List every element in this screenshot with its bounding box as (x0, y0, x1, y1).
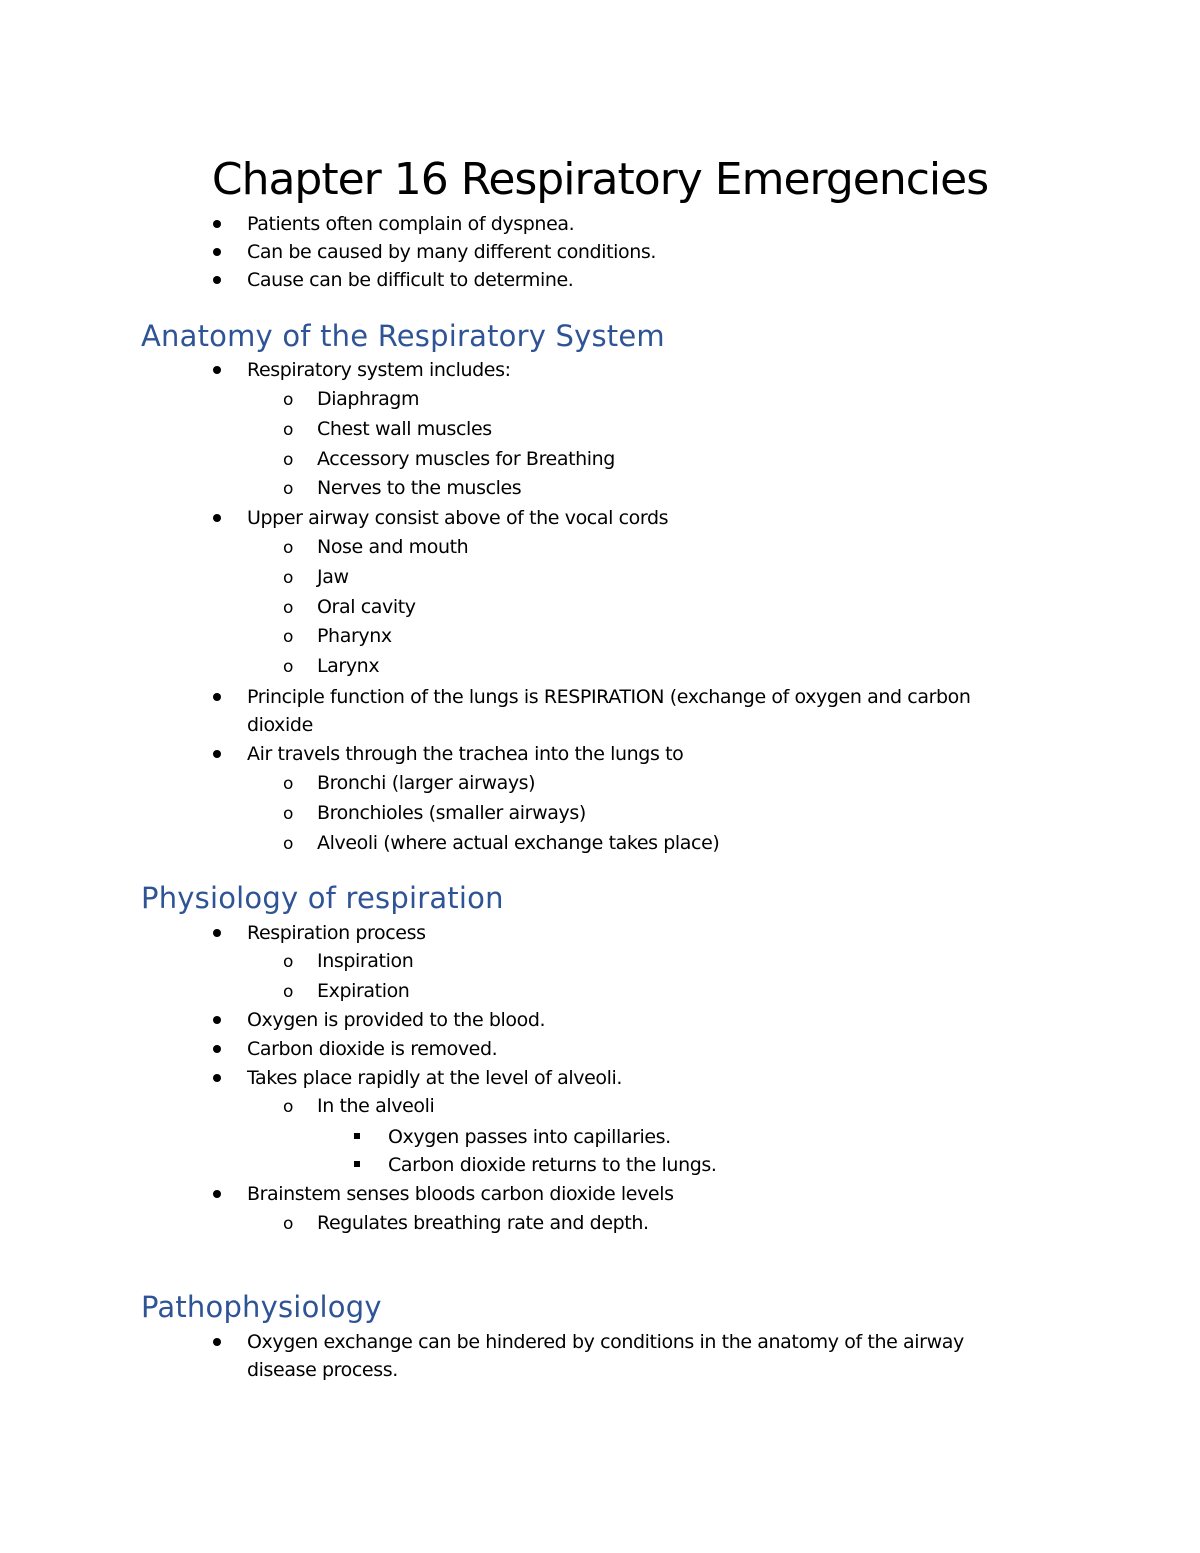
sub-list-item: Oral cavity (317, 596, 416, 618)
section-heading-physiology: Physiology of respiration (141, 881, 504, 915)
intro-item: Can be caused by many different conditions. (247, 241, 657, 263)
sub-list-item: Nose and mouth (317, 536, 469, 558)
intro-item: Patients often complain of dyspnea. (247, 213, 575, 235)
square-marker (354, 1161, 360, 1167)
bullet-marker (213, 514, 221, 522)
bullet-marker (213, 276, 221, 284)
sub-list-item: Diaphragm (317, 388, 420, 410)
list-item: Principle function of the lungs is RESPIRATION (exchange of oxygen and carbon (247, 686, 971, 708)
sub-list-item: Pharynx (317, 625, 392, 647)
sub-list-item: Chest wall muscles (317, 418, 492, 440)
sub-list-item: Bronchi (larger airways) (317, 772, 536, 794)
bullet-marker (213, 366, 221, 374)
ring-marker: o (283, 834, 294, 854)
page-title: Chapter 16 Respiratory Emergencies (211, 154, 989, 205)
list-item: Air travels through the trachea into the lungs to (247, 743, 684, 765)
ring-marker: o (283, 804, 294, 824)
bullet-marker (213, 1190, 221, 1198)
ring-marker: o (283, 538, 294, 558)
list-item: Oxygen is provided to the blood. (247, 1009, 546, 1031)
bullet-marker (213, 220, 221, 228)
sub-list-item: Inspiration (317, 950, 414, 972)
ring-marker: o (283, 568, 294, 588)
list-item: Takes place rapidly at the level of alveoli. (247, 1067, 623, 1089)
section-heading-pathophysiology: Pathophysiology (141, 1290, 382, 1324)
list-item: Oxygen exchange can be hindered by conditions in the anatomy of the airway (247, 1331, 964, 1353)
sub-sub-list-item: Oxygen passes into capillaries. (388, 1126, 671, 1148)
ring-marker: o (283, 774, 294, 794)
sub-sub-list-item: Carbon dioxide returns to the lungs. (388, 1154, 717, 1176)
ring-marker: o (283, 420, 294, 440)
bullet-marker (213, 1074, 221, 1082)
sub-list-item: In the alveoli (317, 1095, 435, 1117)
ring-marker: o (283, 952, 294, 972)
bullet-marker (213, 929, 221, 937)
sub-list-item: Expiration (317, 980, 410, 1002)
bullet-marker (213, 693, 221, 701)
ring-marker: o (283, 627, 294, 647)
sub-list-item: Larynx (317, 655, 380, 677)
sub-list-item: Regulates breathing rate and depth. (317, 1212, 649, 1234)
list-item-continuation: disease process. (247, 1359, 398, 1381)
sub-list-item: Alveoli (where actual exchange takes place) (317, 832, 720, 854)
ring-marker: o (283, 657, 294, 677)
list-item: Respiratory system includes: (247, 359, 511, 381)
list-item: Carbon dioxide is removed. (247, 1038, 498, 1060)
ring-marker: o (283, 479, 294, 499)
list-item: Upper airway consist above of the vocal cords (247, 507, 669, 529)
ring-marker: o (283, 390, 294, 410)
bullet-marker (213, 1338, 221, 1346)
sub-list-item: Nerves to the muscles (317, 477, 522, 499)
intro-item: Cause can be difficult to determine. (247, 269, 574, 291)
bullet-marker (213, 248, 221, 256)
list-item: Brainstem senses bloods carbon dioxide levels (247, 1183, 674, 1205)
sub-list-item: Accessory muscles for Breathing (317, 448, 615, 470)
sub-list-item: Jaw (317, 566, 349, 588)
sub-list-item: Bronchioles (smaller airways) (317, 802, 586, 824)
ring-marker: o (283, 1214, 294, 1234)
bullet-marker (213, 1045, 221, 1053)
bullet-marker (213, 1016, 221, 1024)
section-heading-anatomy: Anatomy of the Respiratory System (141, 319, 665, 353)
bullet-marker (213, 750, 221, 758)
ring-marker: o (283, 1097, 294, 1117)
ring-marker: o (283, 450, 294, 470)
ring-marker: o (283, 982, 294, 1002)
square-marker (354, 1133, 360, 1139)
ring-marker: o (283, 598, 294, 618)
list-item: Respiration process (247, 922, 426, 944)
list-item-continuation: dioxide (247, 714, 313, 736)
